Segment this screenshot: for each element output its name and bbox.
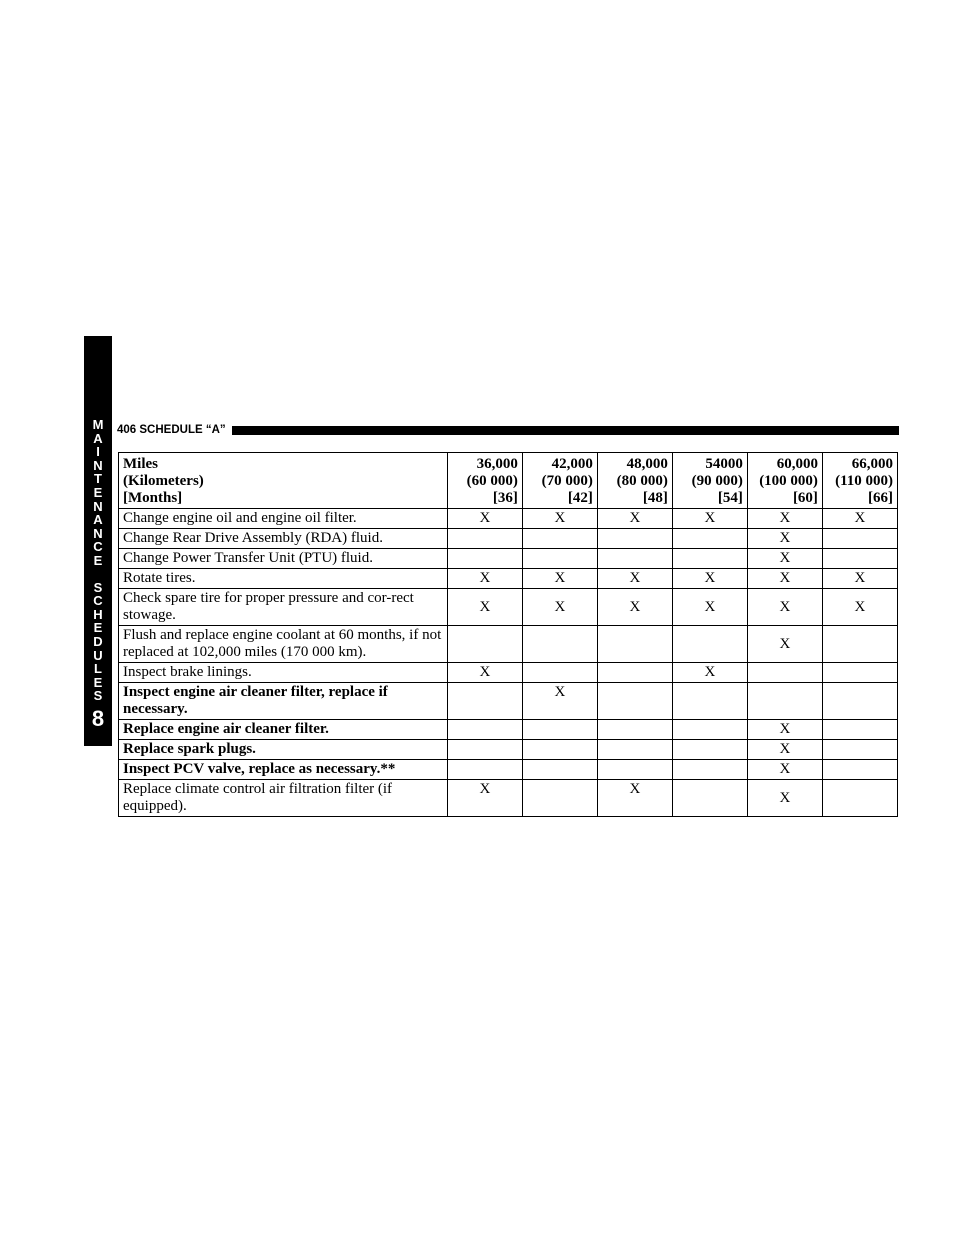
interval-mark-cell: [597, 740, 672, 760]
interval-mark-cell: [597, 626, 672, 663]
interval-km: (60 000): [466, 473, 518, 489]
interval-mark-cell: [522, 663, 597, 683]
interval-mark-cell: [447, 720, 522, 740]
chapter-number: 8: [91, 705, 105, 731]
side-tab-letter: C: [93, 593, 103, 609]
interval-mark-cell: [447, 760, 522, 780]
table-row: [119, 740, 898, 760]
interval-mark-cell: X: [522, 509, 597, 529]
side-tab-letter: S: [93, 688, 103, 704]
header-rule-bar: [232, 426, 899, 435]
interval-mark-cell: [522, 760, 597, 780]
interval-km: (80 000): [616, 473, 668, 489]
interval-mark-cell: X: [447, 569, 522, 589]
side-tab-letter: L: [94, 661, 102, 677]
side-tab-letter: U: [93, 647, 103, 663]
row-header-label: [119, 453, 448, 509]
interval-mark-cell: [447, 626, 522, 663]
table-row: [119, 780, 898, 817]
interval-months: [60]: [792, 490, 818, 506]
side-tab-letter: C: [93, 539, 103, 555]
interval-mark-cell: [822, 626, 897, 663]
interval-mark-cell: [447, 683, 522, 720]
task-cell: Inspect brake linings.: [119, 663, 448, 683]
table-row: [119, 720, 898, 740]
interval-mark-cell: X: [672, 589, 747, 626]
interval-mark-cell: [522, 549, 597, 569]
interval-miles: 66,000: [851, 456, 893, 472]
interval-mark-cell: [672, 780, 747, 817]
interval-mark-cell: X: [447, 780, 522, 817]
interval-km: (100 000): [759, 473, 818, 489]
interval-mark-cell: X: [447, 663, 522, 683]
interval-months: [42]: [567, 490, 593, 506]
side-tab-letter: E: [93, 552, 103, 568]
task-cell: Change engine oil and engine oil filter.: [119, 509, 448, 529]
task-cell: Replace spark plugs.: [119, 740, 448, 760]
interval-mark-cell: [747, 683, 822, 720]
interval-mark-cell: [447, 549, 522, 569]
interval-mark-cell: X: [822, 569, 897, 589]
interval-mark-cell: [597, 549, 672, 569]
interval-mark-cell: [672, 549, 747, 569]
interval-mark-cell: [822, 760, 897, 780]
task-cell: Flush and replace engine coolant at 60 months, if not replaced at 102,000 miles (170 000 km).: [119, 626, 448, 663]
task-cell: Inspect PCV valve, replace as necessary.**: [119, 760, 448, 780]
interval-mark-cell: [672, 683, 747, 720]
interval-mark-cell: [597, 529, 672, 549]
interval-mark-cell: X: [747, 509, 822, 529]
interval-mark-cell: X: [747, 589, 822, 626]
interval-mark-cell: [447, 529, 522, 549]
interval-mark-cell: X: [597, 780, 672, 817]
row-header-line: [Months]: [123, 490, 183, 506]
interval-mark-cell: [822, 780, 897, 817]
interval-mark-cell: [597, 720, 672, 740]
interval-mark-cell: X: [447, 509, 522, 529]
interval-mark-cell: [522, 720, 597, 740]
side-tab-letter: E: [93, 484, 103, 500]
side-tab-letter: H: [93, 606, 103, 622]
task-cell: Replace climate control air filtration filter (if equipped).: [119, 780, 448, 817]
interval-mark-cell: X: [672, 663, 747, 683]
task-cell: Change Rear Drive Assembly (RDA) fluid.: [119, 529, 448, 549]
table-row: [119, 760, 898, 780]
interval-mark-cell: X: [597, 509, 672, 529]
interval-header: [597, 453, 672, 509]
interval-mark-cell: [522, 740, 597, 760]
interval-mark-cell: [672, 740, 747, 760]
interval-mark-cell: [822, 683, 897, 720]
interval-mark-cell: X: [747, 720, 822, 740]
table-header-row: [119, 453, 898, 509]
interval-header: [747, 453, 822, 509]
interval-miles: 60,000: [776, 456, 818, 472]
interval-mark-cell: X: [747, 760, 822, 780]
interval-miles: 54000: [705, 456, 743, 472]
table-row: [119, 589, 898, 626]
interval-mark-cell: [822, 740, 897, 760]
interval-miles: 42,000: [551, 456, 593, 472]
interval-mark-cell: X: [672, 569, 747, 589]
table-row: [119, 529, 898, 549]
interval-mark-cell: [597, 663, 672, 683]
interval-mark-cell: [522, 529, 597, 549]
interval-mark-cell: [747, 663, 822, 683]
interval-mark-cell: [822, 720, 897, 740]
table-row: [119, 663, 898, 683]
interval-mark-cell: X: [522, 683, 597, 720]
interval-header: [522, 453, 597, 509]
row-header-line: (Kilometers): [123, 473, 204, 489]
interval-mark-cell: [522, 626, 597, 663]
side-tab-letter: S: [93, 579, 103, 595]
interval-months: [36]: [492, 490, 518, 506]
page-header-text: 406 SCHEDULE “A”: [117, 424, 226, 436]
side-tab-letter: I: [96, 444, 100, 460]
task-cell: Change Power Transfer Unit (PTU) fluid.: [119, 549, 448, 569]
interval-months: [66]: [868, 490, 893, 506]
interval-mark-cell: [522, 780, 597, 817]
interval-miles: 48,000: [626, 456, 668, 472]
table-row: [119, 626, 898, 663]
interval-mark-cell: X: [822, 589, 897, 626]
maintenance-schedule-table: [118, 452, 898, 817]
task-cell: Inspect engine air cleaner filter, replace if necessary.: [119, 683, 448, 720]
interval-mark-cell: X: [447, 589, 522, 626]
interval-mark-cell: X: [747, 740, 822, 760]
interval-months: [48]: [642, 490, 668, 506]
side-tab-letter: D: [93, 633, 103, 649]
table-row: [119, 683, 898, 720]
chapter-side-tab: [84, 336, 112, 746]
interval-mark-cell: [822, 663, 897, 683]
interval-mark-cell: [822, 549, 897, 569]
side-tab-letter: A: [93, 512, 103, 528]
interval-mark-cell: X: [522, 569, 597, 589]
table-row: [119, 549, 898, 569]
side-tab-letter: N: [93, 525, 103, 541]
interval-km: (70 000): [541, 473, 593, 489]
task-cell: Check spare tire for proper pressure and cor-rect stowage.: [119, 589, 448, 626]
side-tab-letter: N: [93, 457, 103, 473]
interval-mark-cell: X: [672, 509, 747, 529]
side-tab-letter: E: [93, 620, 103, 636]
interval-mark-cell: X: [747, 569, 822, 589]
interval-mark-cell: [597, 683, 672, 720]
interval-km: (110 000): [835, 473, 893, 489]
interval-mark-cell: [672, 529, 747, 549]
interval-mark-cell: X: [747, 780, 822, 817]
interval-mark-cell: [447, 740, 522, 760]
side-tab-letter: N: [93, 498, 103, 514]
interval-mark-cell: X: [747, 626, 822, 663]
table-row: [119, 509, 898, 529]
interval-mark-cell: X: [597, 589, 672, 626]
interval-mark-cell: [672, 626, 747, 663]
interval-mark-cell: X: [597, 569, 672, 589]
side-tab-letter: E: [93, 674, 103, 690]
side-tab-letter: T: [94, 471, 102, 487]
interval-mark-cell: X: [747, 549, 822, 569]
interval-header: [672, 453, 747, 509]
interval-mark-cell: X: [747, 529, 822, 549]
page-header: [117, 421, 899, 439]
interval-mark-cell: [672, 760, 747, 780]
interval-mark-cell: [672, 720, 747, 740]
interval-mark-cell: [822, 529, 897, 549]
interval-mark-cell: X: [822, 509, 897, 529]
table-row: [119, 569, 898, 589]
interval-months: [54]: [717, 490, 743, 506]
interval-mark-cell: [597, 760, 672, 780]
task-cell: Rotate tires.: [119, 569, 448, 589]
task-cell: Replace engine air cleaner filter.: [119, 720, 448, 740]
interval-mark-cell: X: [522, 589, 597, 626]
interval-header: [447, 453, 522, 509]
side-tab-letter: A: [93, 430, 103, 446]
interval-miles: 36,000: [476, 456, 518, 472]
interval-km: (90 000): [691, 473, 743, 489]
interval-header: [822, 453, 897, 509]
row-header-line: Miles: [123, 456, 158, 472]
side-tab-letter: M: [92, 417, 104, 432]
